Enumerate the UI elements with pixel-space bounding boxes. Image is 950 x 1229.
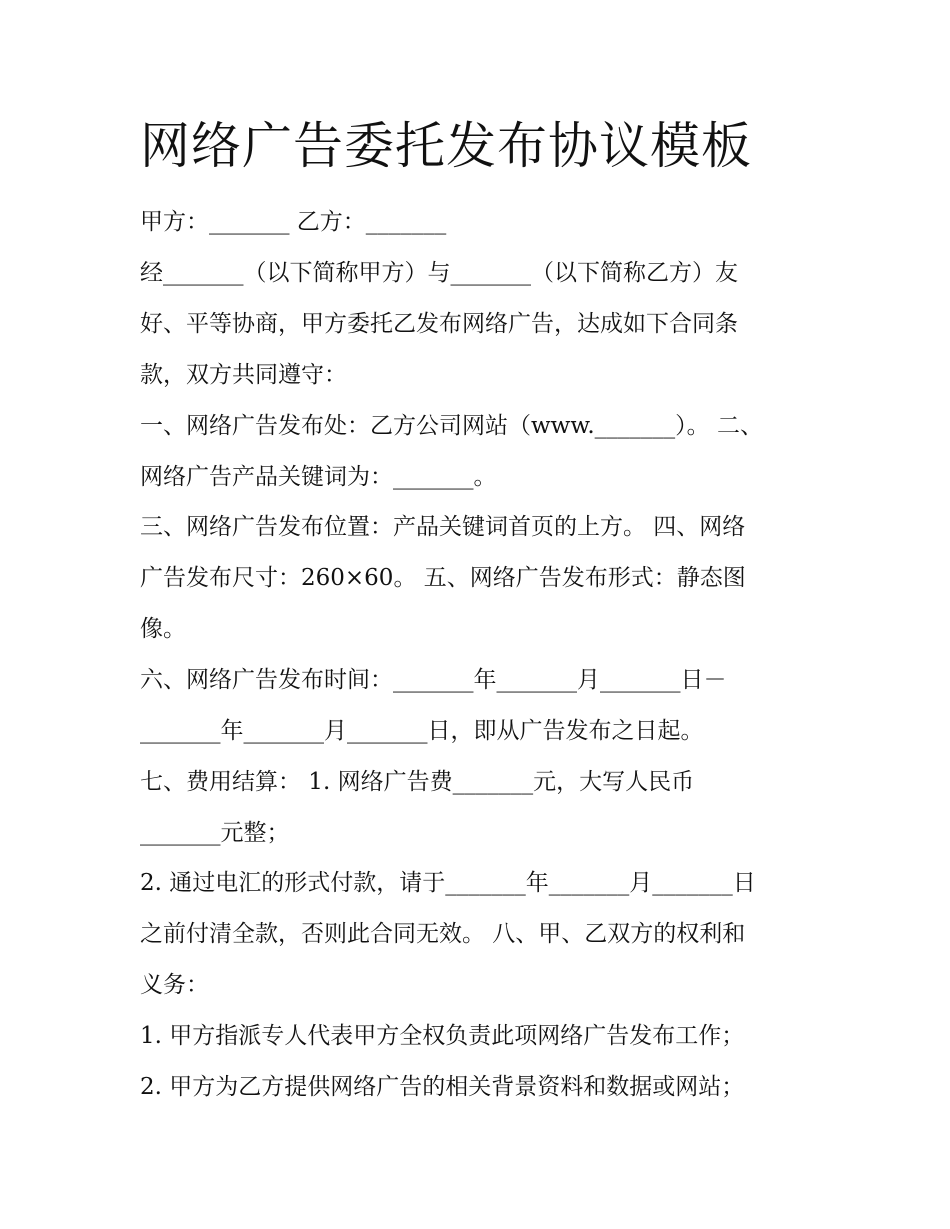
text-line: 2. 甲方为乙方提供网络广告的相关背景资料和数据或网站； <box>140 1074 745 1100</box>
text-line: 经_______（以下简称甲方）与_______（以下简称乙方）友 <box>140 260 738 286</box>
text-line: 好、平等协商，甲方委托乙发布网络广告，达成如下合同条 <box>140 311 738 337</box>
text-line: 广告发布尺寸：260×60。 五、网络广告发布形式：静态图 <box>140 565 746 591</box>
text-line: 2. 通过电汇的形式付款，请于_______年_______月_______日 <box>140 870 756 896</box>
text-line: 之前付清全款，否则此合同无效。 八、甲、乙双方的权利和 <box>140 921 746 947</box>
text-line: 义务： <box>140 972 209 998</box>
text-line: 六、网络广告发布时间：_______年_______月_______日－ <box>140 667 727 693</box>
text-line: 款，双方共同遵守： <box>140 362 347 388</box>
text-line: 甲方：_______ 乙方：_______ <box>140 209 447 235</box>
text-line: _______元整； <box>140 820 290 846</box>
text-line: _______年_______月_______日，即从广告发布之日起。 <box>140 718 704 744</box>
text-line: 网络广告产品关键词为：_______。 <box>140 464 497 490</box>
text-line: 一、网络广告发布处：乙方公司网站（www._______）。 二、 <box>140 413 763 439</box>
text-line: 七、费用结算： 1. 网络广告费_______元，大写人民币 <box>140 769 695 795</box>
document-title: 网络广告委托发布协议模板 <box>140 117 752 175</box>
text-line: 1. 甲方指派专人代表甲方全权负责此项网络广告发布工作； <box>140 1023 745 1049</box>
text-line: 三、网络广告发布位置：产品关键词首页的上方。 四、网络 <box>140 514 746 540</box>
text-line: 像。 <box>140 616 186 642</box>
